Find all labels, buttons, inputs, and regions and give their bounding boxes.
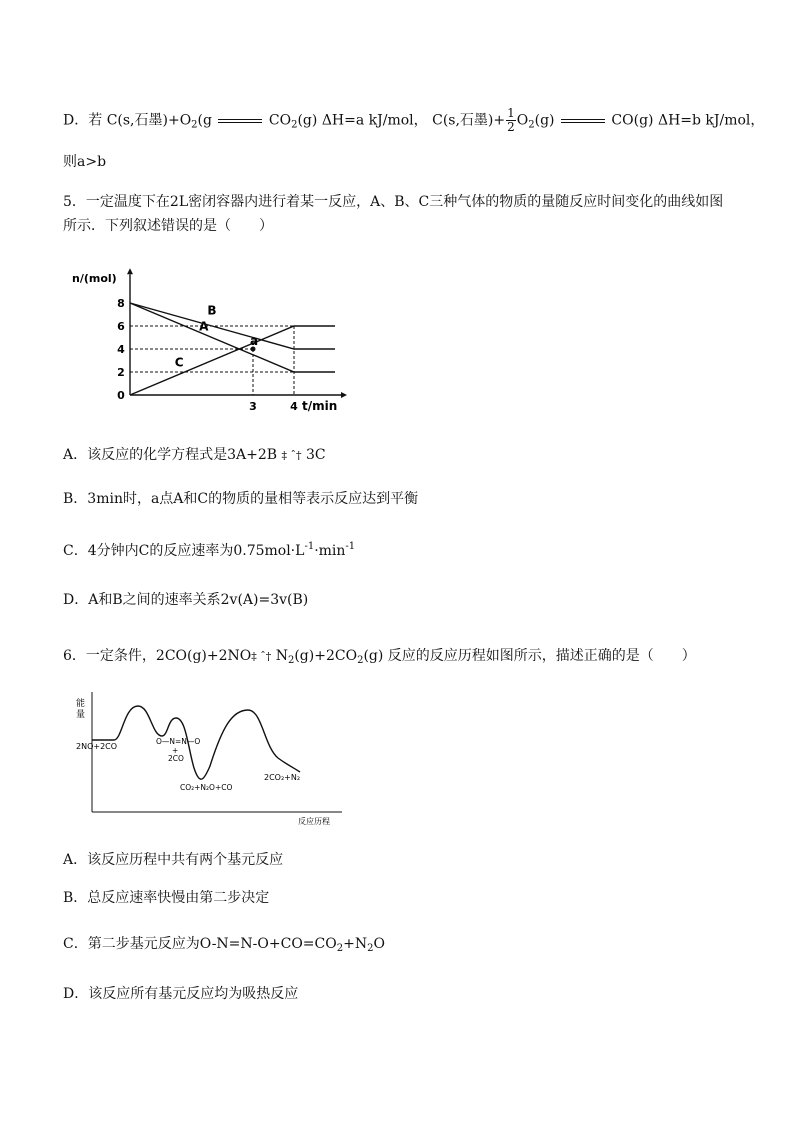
start-label: 2NO+2CO (76, 742, 118, 751)
q6-option-a: A．该反应历程中共有两个基元反应 (63, 852, 284, 868)
equals-bar (561, 119, 605, 123)
series-label-B: B (207, 303, 217, 318)
energy-axis-label-2: 量 (76, 710, 86, 720)
y-tick-label: 8 (117, 297, 125, 310)
q5-stem-line2: 所示．下列叙述错误的是（ ） (63, 218, 273, 234)
prev-option-d-conclusion: 则a>b (63, 154, 107, 170)
y-tick-label: 2 (117, 366, 125, 379)
y-axis-arrow (127, 268, 133, 274)
q5-option-b: B．3min时，a点A和C的物质的量相等表示反应达到平衡 (63, 491, 419, 507)
q5-stem-line1: 5．一定温度下在2L密闭容器内进行着某一反应，A、B、C三种气体的物质的量随反应时间变化的曲线如图 (63, 194, 724, 210)
q6-option-b: B．总反应速率快慢由第二步决定 (63, 890, 270, 906)
x-axis-label: t/min (302, 399, 338, 413)
y-tick-label: 6 (117, 320, 125, 333)
intermediate-1-b: 2CO (168, 754, 184, 763)
series-label-C: C (174, 355, 184, 370)
energy-diagram (72, 688, 352, 833)
series-line-A (130, 303, 335, 372)
y-tick-label: 0 (117, 389, 125, 402)
x-tick-label: 4 (290, 400, 298, 413)
series-label-A: A (199, 319, 209, 334)
y-tick-label: 4 (117, 343, 125, 356)
q6-option-d: D．该反应所有基元反应均为吸热反应 (63, 986, 299, 1002)
end-label: 2CO₂+N₂ (264, 773, 301, 782)
series-line-C (130, 326, 335, 395)
x-tick-label: 3 (249, 400, 257, 413)
prev-option-d: D．若 C(s,石墨)$+O_2(g$ $CO_2(g)$ ΔH=a kJ/mol， C(s,石墨)+ $\frac{1}{2}$ $O_2(g)$ CO(g) ΔH=b kJ/mol， (63, 106, 765, 134)
q6-stem: 6．一定条件，2CO(g)+2NO‡ ˆ† $N_2(g)+2CO_2(g)$ 反应的反应历程如图所示，描述正确的是（ ） (63, 648, 696, 666)
intermediate-2: CO₂+N₂O+CO (180, 783, 233, 792)
fraction: $\frac{1}{2}$ (507, 106, 515, 134)
y-axis-label: n/(mol) (72, 272, 117, 285)
energy-axis-label-1: 能 (76, 699, 86, 709)
q5-option-c: C．4分钟内C的反应速率为$0.75mol\cdot L^{-1}\cdot\min^{-1}$ (63, 541, 356, 559)
q5-option-d: D．A和B之间的速率关系2v(A)=3v(B) (63, 592, 309, 608)
point-label: a (249, 334, 259, 348)
q6-option-c: C．第二步基元反应为$O-N=N-O+CO=CO_2+N_2O$ (63, 936, 385, 954)
q5-option-a: A．该反应的化学方程式是3A+2B ‡ ˆ† 3C (63, 447, 326, 463)
q5-chart (70, 258, 338, 418)
intermediate-1-plus: + (172, 746, 179, 755)
x-axis-arrow (341, 392, 347, 398)
reaction-path-label: 反应历程 (298, 817, 330, 826)
intermediate-1: O—N=N—O (156, 737, 201, 746)
equals-bar (218, 119, 262, 123)
